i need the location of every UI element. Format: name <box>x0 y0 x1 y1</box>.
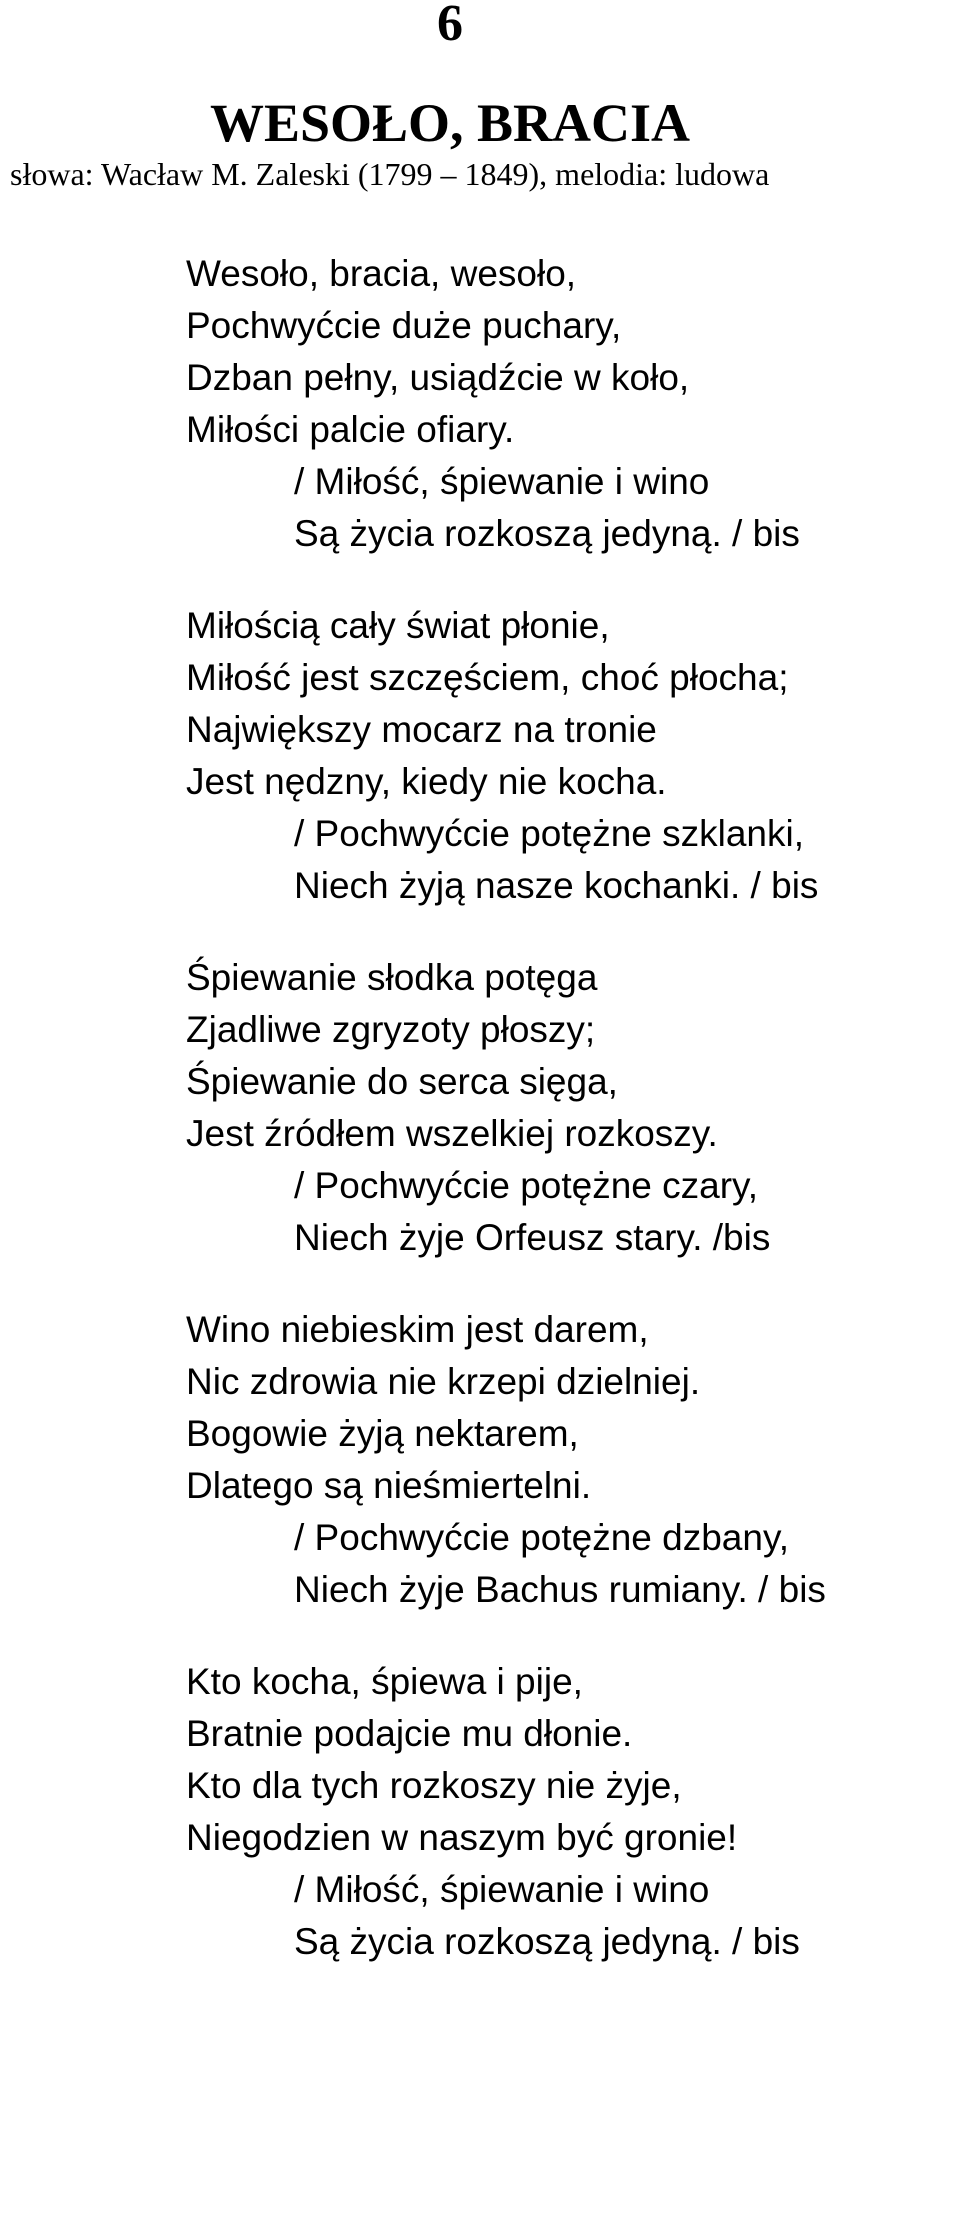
verse-line: Miłość jest szczęściem, choć płocha; <box>186 657 789 698</box>
verse-line: Bratnie podajcie mu dłonie. <box>186 1713 633 1754</box>
verse-line: Dzban pełny, usiądźcie w koło, <box>186 357 690 398</box>
verse-line: Pochwyćcie duże puchary, <box>186 305 622 346</box>
verse-line: Niegodzien w naszym być gronie! <box>186 1817 738 1858</box>
verse-line: Wesoło, bracia, wesoło, <box>186 253 577 294</box>
verse-line: Miłością cały świat płonie, <box>186 605 610 646</box>
verse-line: Największy mocarz na tronie <box>186 709 657 750</box>
verse-line: Wino niebieskim jest darem, <box>186 1309 649 1350</box>
song-credits: słowa: Wacław M. Zaleski (1799 – 1849), melodia: ludowa <box>10 156 770 192</box>
refrain-line: / Miłość, śpiewanie i wino <box>294 1869 710 1910</box>
refrain-line: Niech żyje Bachus rumiany. / bis <box>294 1569 826 1610</box>
refrain-line: Niech żyje Orfeusz stary. /bis <box>294 1217 771 1258</box>
verse-line: Jest źródłem wszelkiej rozkoszy. <box>186 1113 718 1154</box>
verse-line: Nic zdrowia nie krzepi dzielniej. <box>186 1361 701 1402</box>
verse-line: Jest nędzny, kiedy nie kocha. <box>186 761 667 802</box>
verse-line: Miłości palcie ofiary. <box>186 409 515 450</box>
refrain-line: / Pochwyćcie potężne czary, <box>294 1165 759 1206</box>
verse-line: Kto dla tych rozkoszy nie żyje, <box>186 1765 682 1806</box>
stanza-1 <box>186 248 826 560</box>
stanza-3 <box>186 952 826 1264</box>
page-number: 6 <box>437 0 463 52</box>
verse-line: Kto kocha, śpiewa i pije, <box>186 1661 583 1702</box>
stanza-4 <box>186 1304 826 1616</box>
verse-line: Śpiewanie do serca sięga, <box>186 1061 618 1102</box>
verse-line: Śpiewanie słodka potęga <box>186 957 598 998</box>
stanza-2 <box>186 600 826 912</box>
refrain-line: / Miłość, śpiewanie i wino <box>294 461 710 502</box>
refrain-line: Niech żyją nasze kochanki. / bis <box>294 865 819 906</box>
refrain-line: / Pochwyćcie potężne dzbany, <box>294 1517 789 1558</box>
verse-line: Bogowie żyją nektarem, <box>186 1413 579 1454</box>
refrain-line: / Pochwyćcie potężne szklanki, <box>294 813 805 854</box>
stanza-5 <box>186 1656 826 1968</box>
song-title: WESOŁO, BRACIA <box>209 93 691 153</box>
refrain-line: Są życia rozkoszą jedyną. / bis <box>294 513 800 554</box>
verse-line: Dlatego są nieśmiertelni. <box>186 1465 592 1506</box>
verse-line: Zjadliwe zgryzoty płoszy; <box>186 1009 596 1050</box>
lyrics <box>186 248 826 2008</box>
refrain-line: Są życia rozkoszą jedyną. / bis <box>294 1921 800 1962</box>
